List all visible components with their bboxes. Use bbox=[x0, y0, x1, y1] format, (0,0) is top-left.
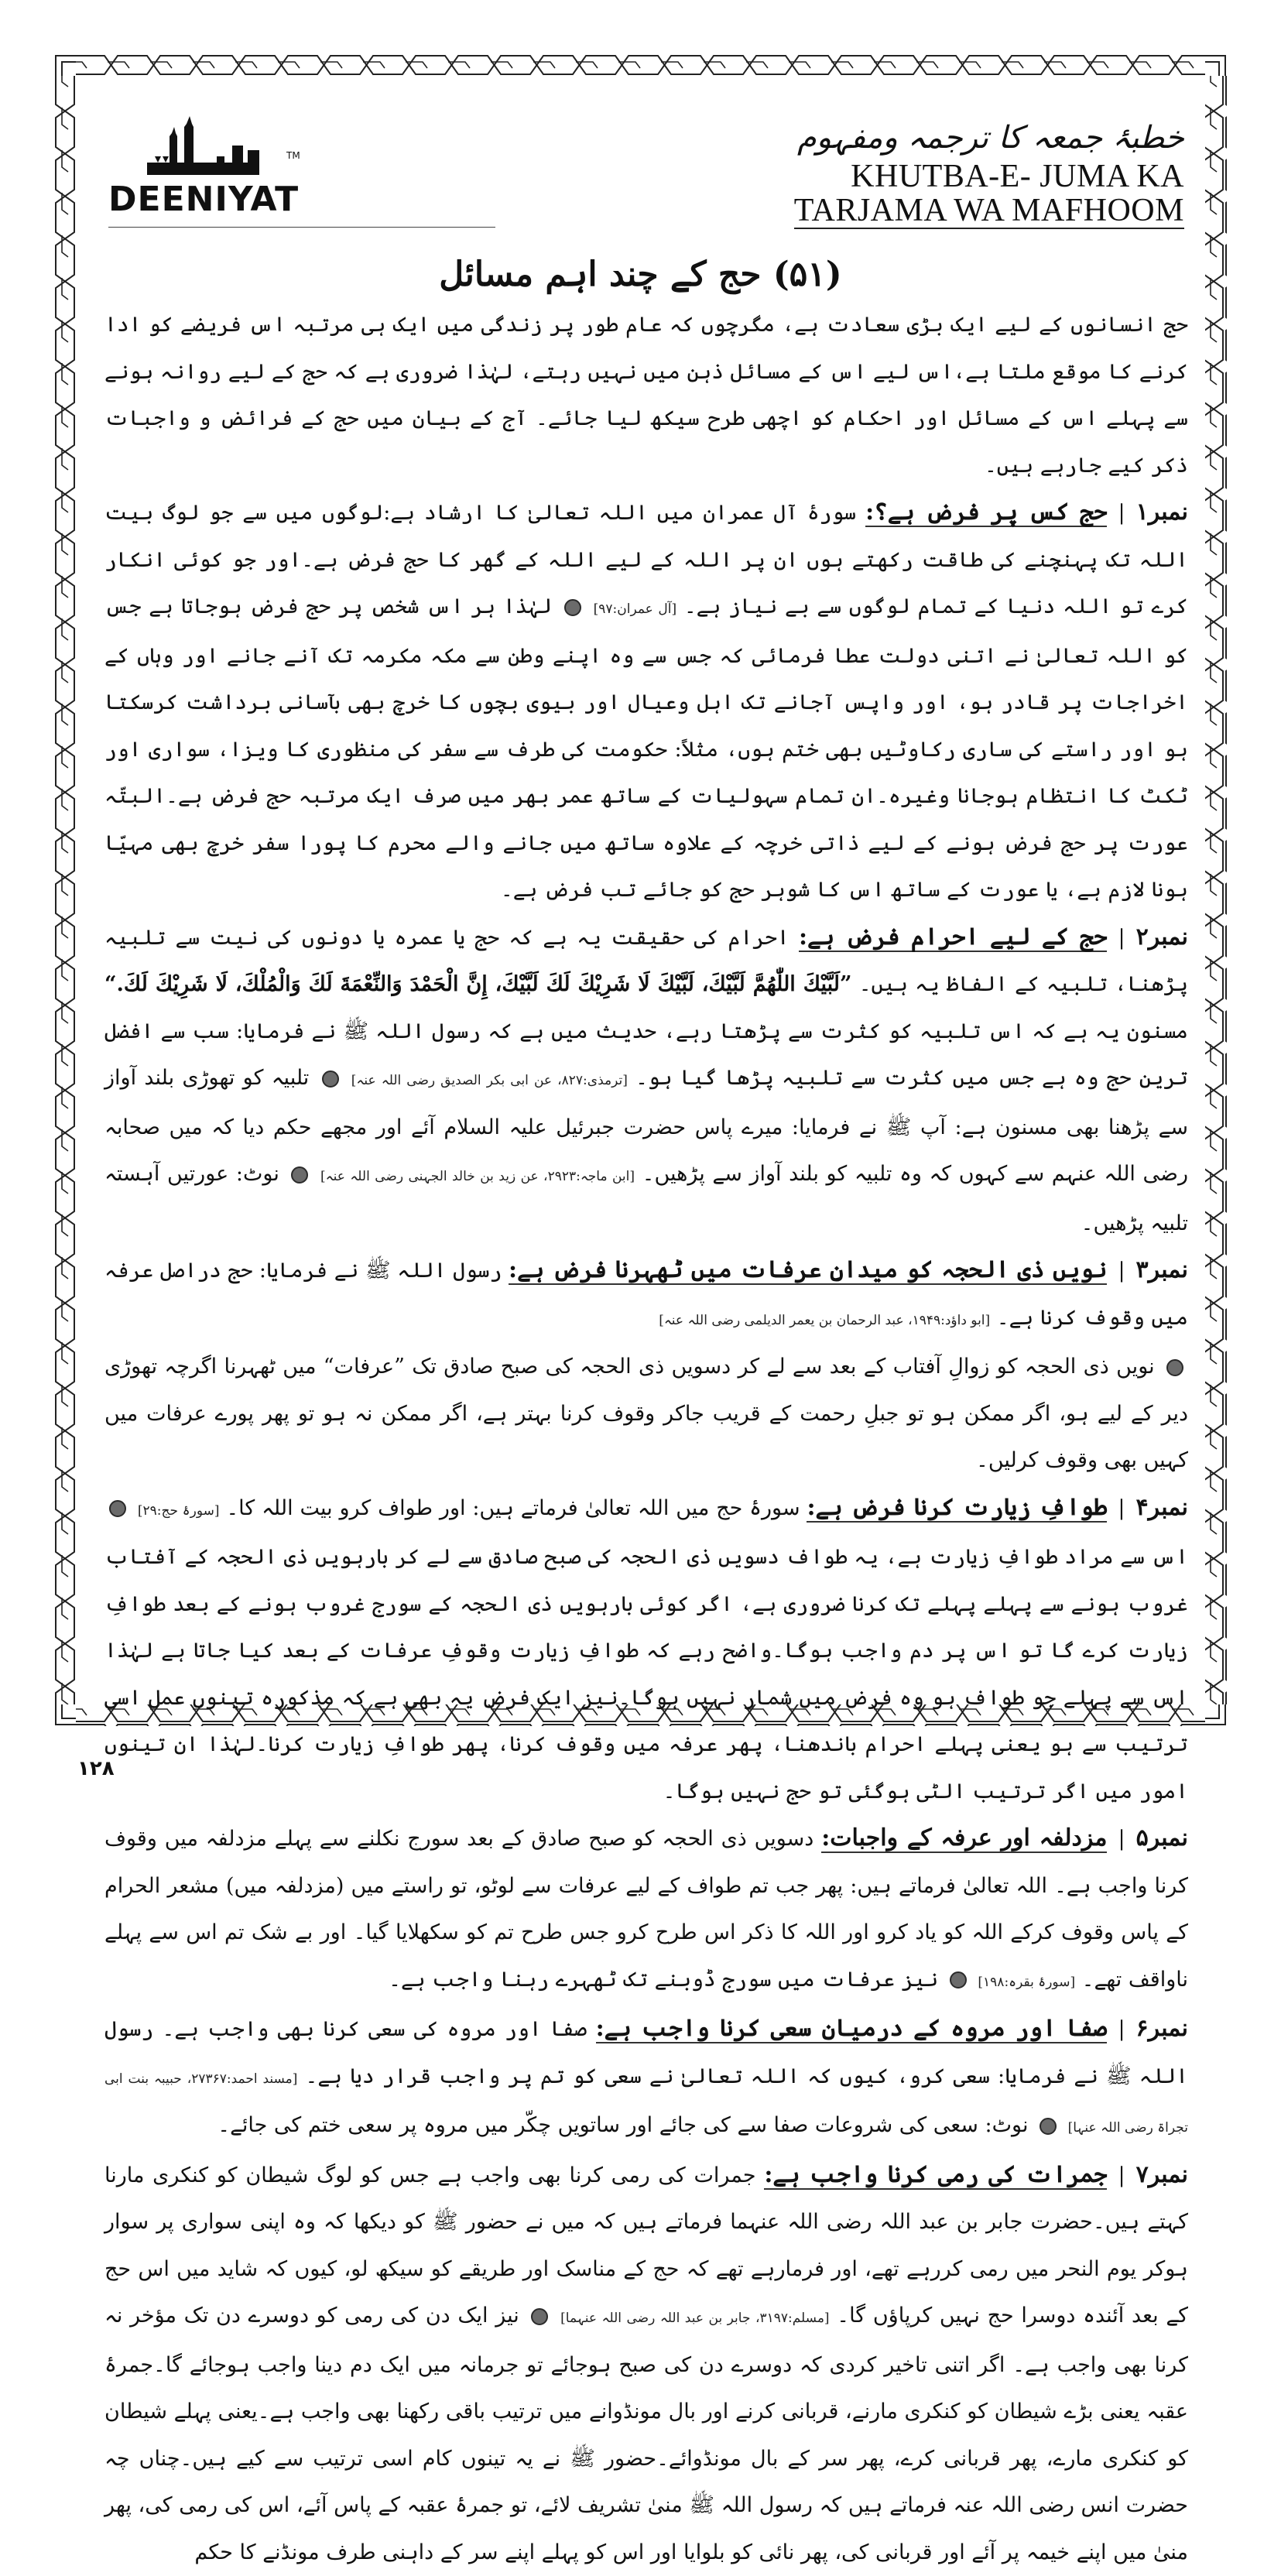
section-text: سورۂ حج میں اللہ تعالیٰ فرماتے ہیں: اور طواف کرو بیت اللہ کا۔ bbox=[226, 1496, 800, 1520]
section-text: احرام کی حقیقت یہ ہے کہ حج یا عمرہ یا دونوں کی نیت سے تلبیہ پڑھنا، تلبیہ کے الفاظ یہ ہیں۔ bbox=[104, 926, 1188, 997]
minaret-logo-icon bbox=[108, 116, 286, 178]
separator: | bbox=[1118, 2163, 1125, 2187]
section-number: نمبر۵ bbox=[1136, 1824, 1188, 1852]
section-heading: صفا اور مروہ کے درمیان سعی کرنا واجب ہے: bbox=[596, 2015, 1108, 2043]
bullet-icon bbox=[1040, 2118, 1057, 2135]
separator: | bbox=[1118, 1827, 1125, 1851]
page-number: ۱۲۸ bbox=[77, 1757, 115, 1780]
separator: | bbox=[1118, 1259, 1125, 1283]
separator: | bbox=[1118, 926, 1125, 950]
bullet-icon bbox=[531, 2308, 548, 2325]
bullet-icon bbox=[564, 599, 581, 616]
talbiyah-text: ”لَبَّيْكَ اللّٰهُمَّ لَبَّيْكَ، لَبَّيْكَ لَا شَرِيْكَ لَكَ لَبَّيْكَ، إِنَّ الْحَمْدَ وَالنِّعْمَةَ لَكَ وَالْمُلْكَ، لَا شَرِيْكَ لَكَ.“ bbox=[104, 972, 852, 996]
note-text: نوٹ: سعی کی شروعات صفا سے کی جائے اور ساتویں چکّر میں مروہ پر سعی ختم کی جائے۔ bbox=[217, 2113, 1028, 2137]
section-number: نمبر۱ bbox=[1136, 498, 1188, 526]
citation: [مسلم:۳۱۹۷، جابر بن عبد اللہ رضی اللہ عنہما] bbox=[560, 2311, 829, 2326]
deeniyat-logo bbox=[108, 116, 286, 217]
section-number: نمبر۷ bbox=[1136, 2161, 1188, 2188]
section-number: نمبر۴ bbox=[1136, 1494, 1188, 1521]
section-heading: نویں ذی الحجہ کو میدانِ عرفات میں ٹھہرنا فرض ہے: bbox=[509, 1256, 1107, 1285]
section-heading: جمرات کی رمی کرنا واجب ہے: bbox=[764, 2161, 1107, 2190]
intro-paragraph: حج انسانوں کے لیے ایک بڑی سعادت ہے، مگرچوں کہ عام طور پر زندگی میں ایک ہی مرتبہ اس فریضے کو ادا کرنے کا موقع ملتا ہے،اس لیے اس کے مسائل ذہن میں نہیں رہتے، لہٰذا ضروری ہے کہ حج کے لیے روانہ ہونے سے پہلے اس کے مسائل اور احکام کو اچھی طرح سیکھ لیا جائے۔ آج کے بیان میں حج کے فرائض و واجبات ذکر کیے جارہے ہیں۔ bbox=[104, 302, 1188, 489]
section-text: نیز عرفات میں سورج ڈوبنے تک ٹھہرے رہنا واجب ہے۔ bbox=[389, 1968, 938, 1992]
section-2 bbox=[104, 914, 1188, 1248]
article-title: (۵۱) حج کے چند اہم مسائل bbox=[101, 248, 1180, 302]
citation: [سورۂ بقرہ:۱۹۸] bbox=[978, 1975, 1075, 1990]
separator: | bbox=[1118, 501, 1125, 525]
bullet-icon bbox=[291, 1166, 308, 1184]
header-divider bbox=[108, 227, 495, 228]
section-number: نمبر۳ bbox=[1136, 1256, 1188, 1283]
separator: | bbox=[1118, 2017, 1125, 2041]
series-title bbox=[794, 116, 1184, 229]
section-number: نمبر۲ bbox=[1136, 923, 1188, 951]
citation: [ابو داؤد:۱۹۴۹، عبد الرحمان بن یعمر الدیلمی رضی اللہ عنہ] bbox=[659, 1313, 990, 1328]
bullet-icon bbox=[109, 1500, 126, 1517]
article-body bbox=[104, 302, 1188, 2576]
section-heading: مزدلفہ اور عرفہ کے واجبات: bbox=[821, 1824, 1107, 1853]
citation: [مسند احمد:۲۷۳۶۷، حبیبہ بنت ابی تجراۃ رضی اللہ عنہا] bbox=[104, 2071, 1188, 2136]
citation: [آل عمران:۹۷] bbox=[594, 601, 676, 617]
bullet-icon bbox=[950, 1971, 967, 1989]
section-6 bbox=[104, 2006, 1188, 2152]
series-title-en-line2: TARJAMA WA MAFHOOM bbox=[794, 194, 1184, 229]
section-text: صفا اور مروہ کی سعی کرنا بھی واجب ہے۔ رسول اللہ ﷺ نے فرمایا: سعی کرو، کیوں کہ اللہ تعالیٰ نے سعی کو تم پر واجب قرار دیا ہے۔ bbox=[104, 2017, 1188, 2088]
section-text: رسول اللہ ﷺ نے فرمایا: حج دراصل عرفہ میں وقوف کرنا ہے۔ bbox=[104, 1259, 1188, 1330]
citation: [ترمذی:۸۲۷، عن ابی بکر الصدیق رضی اللہ عنہ] bbox=[351, 1073, 628, 1088]
citation: [سورۂ حج:۲۹] bbox=[138, 1503, 220, 1519]
section-text: دسویں ذی الحجہ کو صبح صادق کے بعد سورج نکلنے سے پہلے مزدلفہ میں وقوف کرنا واجب ہے۔ اللہ تعالیٰ فرماتے ہیں: پھر جب تم طواف کے لیے عرفات سے لوٹو، تو راستے میں (مزدلفہ میں) مشعر الحرام کے پاس وقوف کرکے اللہ کو یاد کرو اور اللہ کا ذکر اس طرح کرو جس طرح تم کو سکھلایا گیا۔ اور بے شک تم اس سے پہلے ناواقف تھے۔ bbox=[104, 1827, 1188, 1992]
section-heading: حج کے لیے احرام فرض ہے: bbox=[799, 923, 1107, 952]
bullet-icon bbox=[1166, 1359, 1183, 1376]
section-1 bbox=[104, 489, 1188, 914]
section-text: نیز ایک دن کی رمی کو دوسرے دن تک مؤخر نہ کرنا بھی واجب ہے۔ اگر اتنی تاخیر کردی کہ دوسرے دن کی صبح ہوجائے تو جرمانہ میں ایک دم دینا واجب ہوجائے گا۔جمرۂ عقبہ یعنی بڑے شیطان کو کنکری مارنے، قربانی کرنے اور بال مونڈوانے میں ترتیب باقی رکھنا بھی واجب ہے۔یعنی پہلے شیطان کو کنکری مارے، پھر قربانی کرے، پھر سر کے بال مونڈوائے۔حضور ﷺ نے یہ تینوں کام اسی ترتیب سے کیے ہیں۔چناں چہ حضرت انس رضی اللہ عنہ فرماتے ہیں کہ رسول اللہ ﷺ منیٰ تشریف لائے، تو جمرۂ عقبہ کے پاس آئے، اس کی رمی کی، پھر منیٰ میں اپنے خیمہ پر آئے اور قربانی کی، پھر نائی کو بلوایا اور اس کو پہلے اپنے سر کے داہنی طرف مونڈنے کا حکم bbox=[104, 2304, 1188, 2564]
section-3 bbox=[104, 1247, 1188, 1485]
section-text: تلبیہ کو تھوڑی بلند آواز سے پڑھنا بھی مسنون ہے: آپ ﷺ نے فرمایا: میرے پاس حضرت جبرئیل علیہ السلام آئے اور مجھے حکم دیا کہ میں صحابہ رضی اللہ عنہم سے کہوں کہ وہ تلبیہ کو بلند آواز سے پڑھیں۔ bbox=[104, 1066, 1188, 1186]
section-text: سورۂ آل عمران میں اللہ تعالیٰ کا ارشاد ہے:لوگوں میں سے جو لوگ بیت اللہ تک پہنچنے کی طاقت رکھتے ہوں ان پر اللہ کے لیے اللہ کے گھر کا حج فرض ہے۔اور جو کوئی انکار کرے تو اللہ دنیا کے تمام لوگوں سے بے نیاز ہے۔ bbox=[104, 501, 1188, 618]
series-title-en-line1: KHUTBA-E- JUMA KA bbox=[794, 159, 1184, 194]
separator: | bbox=[1118, 1496, 1125, 1520]
section-5 bbox=[104, 1815, 1188, 2006]
section-text: مسنون یہ ہے کہ اس تلبیہ کو کثرت سے پڑھتا رہے، حدیث میں ہے کہ رسول اللہ ﷺ نے فرمایا: سب سے افضل ترین حج وہ ہے جس میں کثرت سے تلبیہ پڑھا گیا ہو۔ bbox=[104, 1019, 1188, 1091]
section-text: لہٰذا ہر اس شخص پر حج فرض ہوجاتا ہے جس کو اللہ تعالیٰ نے اتنی دولت عطا فرمائی کہ جس سے وہ اپنے وطن سے مکہ مکرمہ تک آنے جانے اور وہاں کے اخراجات پر قادر ہو، اور واپس آجانے تک اہل وعیال اور بیوی بچوں کا خرچ بھی بآسانی برداشت کرسکتا ہو اور راستے کی ساری رکاوٹیں بھی ختم ہوں، مثلاً: حکومت کی طرف سے سفر کی منظوری کا ویزا، سواری اور ٹکٹ کا انتظام ہوجانا وغیرہ۔ان تمام سہولیات کے ساتھ عمر بھر میں صرف ایک مرتبہ حج فرض ہے۔البتّہ عورت پر حج فرض ہونے کے لیے ذاتی خرچہ کے علاوہ ساتھ میں جانے والے محرم کا پورا سفر خرچ بھی مہیّا ہونا لازم ہے، یا عورت کے ساتھ اس کا شوہر حج کو جائے تب فرض ہے۔ bbox=[104, 594, 1188, 902]
section-text: جمرات کی رمی کرنا بھی واجب ہے جس کو لوگ شیطان کو کنکری مارنا کہتے ہیں۔حضرت جابر بن عبد اللہ رضی اللہ عنہما فرماتے ہیں کہ میں نے حضور ﷺ کو دیکھا کہ وہ اپنی سواری پر سوار ہوکر یوم النحر میں رمی کررہے تھے، اور فرمارہے تھے کہ حج کے مناسک اور طریقے کو سیکھ لو، کیوں کہ شاید میں اس حج کے بعد آئندہ دوسرا حج نہیں کرپاؤں گا۔ bbox=[104, 2163, 1188, 2328]
series-title-urdu: خطبۂ جمعہ کا ترجمہ ومفہوم bbox=[794, 116, 1184, 159]
section-heading: حج کس پر فرض ہے؟: bbox=[865, 498, 1107, 527]
citation: [ابن ماجہ:۲۹۲۳، عن زید بن خالد الجہنی رضی اللہ عنہ] bbox=[320, 1169, 635, 1184]
trademark-symbol: TM bbox=[286, 150, 300, 161]
section-4 bbox=[104, 1485, 1188, 1816]
note-text: نوٹ: عورتیں آہستہ تلبیہ پڑھیں۔ bbox=[104, 1162, 1188, 1235]
section-number: نمبر۶ bbox=[1136, 2015, 1188, 2042]
bullet-icon bbox=[322, 1070, 339, 1088]
section-text: اس سے مراد طوافِ زیارت ہے، یہ طواف دسویں ذی الحجہ کی صبح صادق سے لے کر بارہویں ذی الحجہ کے آفتاب غروب ہونے سے پہلے پہلے تک کرنا ضروری ہے، اگر کوئی بارہویں ذی الحجہ کے سورج غروب ہونے کے بعد طوافِ زیارت کرے گا تو اس پر دم واجب ہوگا۔واضح رہے کہ طوافِ زیارت وقوفِ عرفات کے بعد کیا جاتا ہے لہٰذا اس سے پہلے جو طواف ہو وہ فرض میں شمار نہیں ہوگا۔نیز ایک فرض یہ بھی ہے کہ مذکورہ تینوں عمل اسی ترتیب سے ہو یعنی پہلے احرام باندھنا، پھر عرفہ میں وقوف کرنا، پھر طوافِ زیارت کرنا۔لہٰذا ان تینوں امور میں اگر ترتیب الٹی ہوگئی تو حج نہیں ہوگا۔ bbox=[104, 1545, 1188, 1804]
section-text: نویں ذی الحجہ کو زوالِ آفتاب کے بعد سے لے کر دسویں ذی الحجہ کی صبح صادق تک ”عرفات“ میں ٹھہرنا اگرچہ تھوڑی دیر کے لیے ہو، اگر ممکن ہو تو جبلِ رحمت کے قریب جاکر وقوف کرنا بہتر ہے، اگر ممکن نہ ہو تو پھر پورے عرفات میں کہیں بھی وقوف کرلیں۔ bbox=[104, 1355, 1188, 1472]
section-7 bbox=[104, 2152, 1188, 2576]
logo-wordmark: DEENIYAT bbox=[108, 183, 286, 217]
section-heading: طوافِ زیارت کرنا فرض ہے: bbox=[807, 1494, 1107, 1523]
